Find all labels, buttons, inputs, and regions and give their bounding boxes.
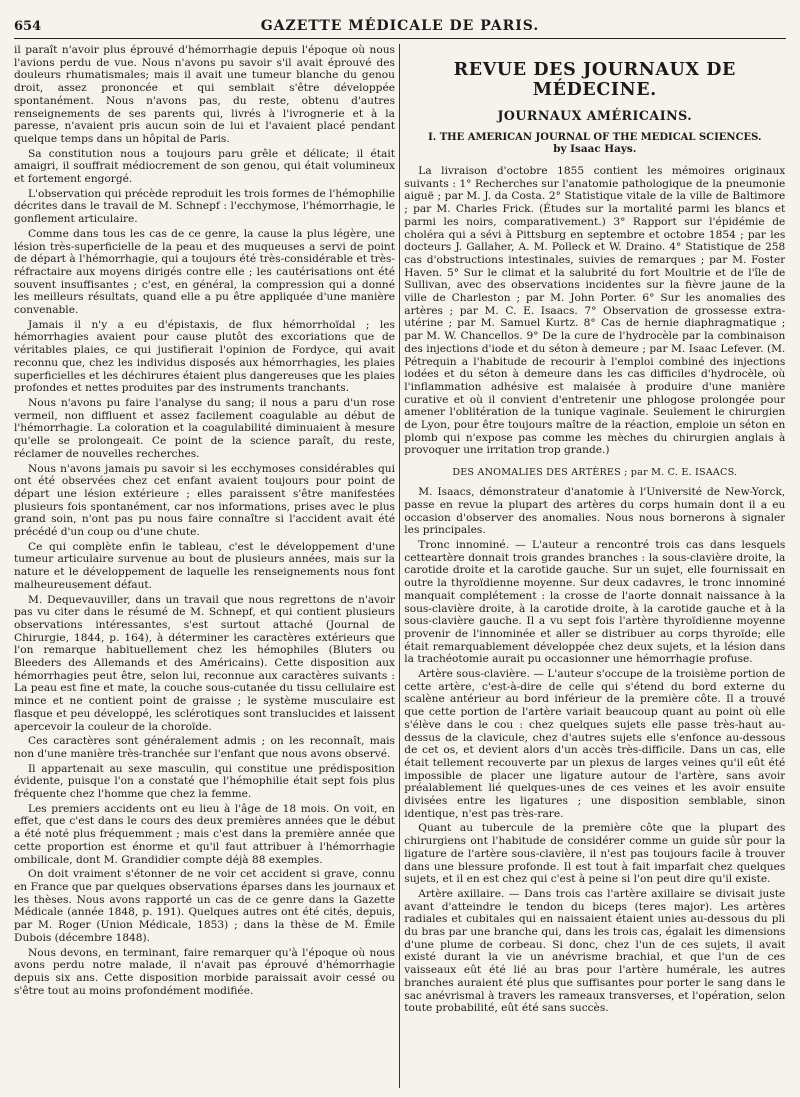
- journal-title: GAZETTE MÉDICALE DE PARIS.: [260, 18, 540, 34]
- left-paragraph: On doit vraiment s'étonner de ne voir cet accident si grave, connu en France que par quelques observations éparses dans les journaux et les thèses. Nous avons rapporté un cas de ce genre dans la Gazette Médicale (année 1848, p. 191). Quelques autres ont été cités, depuis, par M. Roger (Union Médicale, 1853) ; dans la thèse de M. Émile Dubois (décembre 1848).: [14, 868, 395, 944]
- subsection-heading: DES ANOMALIES DES ARTÈRES ; par M. C. E. ISAACS.: [452, 467, 738, 479]
- intro-paragraph: La livraison d'octobre 1855 contient les mémoires originaux suivants : 1° Recherches sur l'anatomie pathologique de la pneumonie aiguë ; par M. J. da Costa. 2° Statistique vitale de la ville de Baltimore ; par M. Charles Frick. (Études sur la mortalité parmi les blancs et parmi les noirs, comparativement.) 3° Rapport sur l'épidémie de choléra qui a sévi à Pittsburg en septembre et octobre 1854 ; par les docteurs J. Gallaher, A. M. Polleck et W. Draino. 4° Statistique de 258 cas d'obstructions intestinales, suivies de remarques ; par M. Foster Haven. 5° Sur le climat et la salubrité du fort Moultrie et de l'île de Sullivan, avec des observations incidentes sur la fièvre jaune de la ville de Charleston ; par M. John Porter. 6° Sur les anomalies des artères ; par M. C. E. Isaacs. 7° Observation de grossesse extra-utérine ; par M. Samuel Kurtz. 8° Cas de hernie diaphragmatique ; par M. W. Chancellos. 9° De la cure de l'hydrocèle par la combinaison des injections d'iode et du séton à demeure ; par M. Isaac Lefever. (M. Pétrequin a l'habitude de recourir à l'emploi combiné des injections iodées et du séton à demeure dans les cas difficiles d'hydrocèle, où l'inflammation adhésive est malaisée à produire d'une manière curative et où il convient d'entretenir une phlogose prolongée pour amener l'oblitération de la tunique vaginale. Seulement le chirurgien de Lyon, pour être toujours maître de la réaction, emploie un séton en plomb qui n'expose pas comme les mèches du chirurgien anglais à provoquer une irritation trop grande.): [404, 165, 786, 457]
- right-paragraph: Artère sous-clavière. — L'auteur s'occupe de la troisième portion de cette artère, c'est-à-dire de celle qui s'étend du bord externe du scalène antérieur au bord inférieur de la première côte. Il a trouvé que cette portion de l'artère variait beaucoup quant au point où elle s'élève dans le cou : chez quelques sujets elle passe très-haut au-dessus de la clavicule, chez d'autres sujets elle s'enfonce au-dessous de cet os, et devient alors d'un accès très-difficile. Dans un cas, elle était tellement recouverte par un plexus de larges veines qu'il eût été impossible de placer une ligature autour de l'artère, sans avoir préalablement lié quelques-unes de ces veines et les avoir ensuite divisées entre les ligatures ; une disposition semblable, sinon identique, n'est pas très-rare.: [404, 668, 786, 820]
- right-paragraph: Quant au tubercule de la première côte que la plupart des chirurgiens ont l'habitude de considérer comme un guide sûr pour la ligature de l'artère sous-clavière, il n'est pas toujours facile à trouver dans une blessure profonde. Il est tout à fait imparfait chez quelques sujets, et il en est chez qui c'est à peine si l'on peut dire qu'il existe.: [404, 822, 786, 886]
- right-paragraph: Artère axillaire. — Dans trois cas l'artère axillaire se divisait juste avant d'atteindre le tendon du biceps (teres major). Les artères radiales et cubitales qui en naissaient étaient unies au-dessous du pli du bras par une branche qui, dans les trois cas, égalait les dimensions d'une plume de corbeau. Si donc, chez l'un de ces sujets, il avait existé durant la vie un anévrisme brachial, et que l'un de ces vaisseaux eût été lié au bras pour l'artère humérale, les autres branches auraient été plus que suffisantes pour porter le sang dans le sac anévrismal à travers les rameaux transverses, et l'opération, selon toute probabilité, eût été sans succès.: [404, 887, 786, 1015]
- right-paragraph: Tronc innominé. — L'auteur a rencontré trois cas dans lesquels cetteartère donnait trois grandes branches : la sous-clavière droite, la carotide droite et la carotide gauche. Sur un sujet, elle fournissait en outre la thyroïdienne moyenne. Sur deux cadavres, le tronc innominé manquait complétement : la crosse de l'aorte donnait naissance à la sous-clavière droite, à la carotide droite, à la carotide gauche et à la sous-clavière gauche. Il a vu sept fois l'artère thyroïdienne moyenne provenir de l'innominée et aller se distribuer au corps thyroïde; elle était remarquablement développée chez deux sujets, et la lésion dans la trachéotomie aurait pu occasionner une hémorrhagie profuse.: [404, 538, 786, 666]
- article-author: by Isaac Hays.: [553, 143, 637, 155]
- left-paragraph: Ces caractères sont généralement admis ; on les reconnaît, mais non d'une manière très-tranchée sur l'enfant que nous avons observé.: [14, 735, 395, 760]
- left-paragraph: Nous devons, en terminant, faire remarquer qu'à l'époque où nous avons perdu notre malade, il n'avait pas éprouvé d'hémorrhagie depuis six ans. Cette disposition morbide paraissait avoir cessé ou s'être tout au moins profondément modifiée.: [14, 946, 395, 997]
- article-title: I. THE AMERICAN JOURNAL OF THE MEDICAL SCIENCES.: [428, 132, 762, 143]
- left-column: [14, 44, 395, 1088]
- subsection-title: JOURNAUX AMÉRICAINS.: [497, 108, 693, 123]
- left-paragraph: Les premiers accidents ont eu lieu à l'âge de 18 mois. On voit, en effet, que c'est dans le cours des deux premières années que le début a été noté plus fréquemment ; mais c'est dans la première année que cette proportion est énorme et qu'il faut attribuer à l'hémorrhagie ombilicale, dont M. Grandidier compte déjà 88 exemples.: [14, 802, 395, 866]
- page-header: [14, 12, 786, 39]
- right-column: [404, 44, 785, 1088]
- left-paragraph: Jamais il n'y a eu d'épistaxis, de flux hémorrhoïdal ; les hémorrhagies avaient pour cause plutôt des excoriations que de véritables plaies, ce qui justifierait l'opinion de Fordyce, qui avait reconnu que, chez les individus disposés aux hémorrhagies, les plaies superficielles et les déchirures étaient plus dangereuses que les plaies profondes et nettes produites par des instruments tranchants.: [14, 318, 395, 395]
- left-paragraph: Comme dans tous les cas de ce genre, la cause la plus légère, une lésion très-superficielle de la peau et des muqueuses a servi de point de départ à l'hémorrhagie, qui a toujours été très-considérable et très-réfractaire aux moyens dirigés contre elle ; les cautérisations ont été souvent insuffisantes ; c'est, en général, la compression qui a donné les meilleurs résultats, quand elle a pu être appliquée d'une manière convenable.: [14, 227, 395, 317]
- left-paragraph: L'observation qui précède reproduit les trois formes de l'hémophilie décrites dans le travail de M. Schnepf : l'ecchymose, l'hémorrhagie, le gonflement articulaire.: [14, 187, 395, 226]
- left-paragraph: Il appartenait au sexe masculin, qui constitue une prédisposition évidente, puisque l'on a constaté que l'hémophilie était sept fois plus fréquente chez l'homme que chez la femme.: [14, 762, 395, 801]
- right-paragraph: M. Isaacs, démonstrateur d'anatomie à l'Université de New-Yorck, passe en revue la plupart des artères du corps humain dont il a eu occasion d'observer des anomalies. Nous nous bornerons à signaler les principales.: [404, 486, 786, 537]
- section-title: REVUE DES JOURNAUX DE MÉDECINE.: [453, 60, 736, 100]
- column-divider: [399, 44, 400, 1088]
- page-number: 654: [14, 19, 42, 34]
- left-paragraph: Ce qui complète enfin le tableau, c'est le développement d'une tumeur articulaire survenue au bout de plusieurs années, mais sur la nature et le développement de laquelle les renseignements nous font malheureusement défaut.: [14, 540, 395, 591]
- left-paragraph: Sa constitution nous a toujours paru grêle et délicate; il était amaigri, il souffrait médiocrement de son genou, qui était volumineux et fortement engorgé.: [14, 147, 395, 186]
- left-paragraph: M. Dequevauviller, dans un travail que nous regrettons de n'avoir pas vu citer dans le résumé de M. Schnepf, et qui contient plusieurs observations intéressantes, s'est surtout attaché (Journal de Chirurgie, 1844, p. 164), à déterminer les caractères extérieurs que l'on remarque habituellement chez les hémophiles (Bluters ou Bleeders des Allemands et des Américains). Cette disposition aux hémorrhagies peut être, selon lui, reconnue aux caractères suivants : La peau est fine et mate, la couche sous-cutanée du tissu cellulaire est mince et ne contient point de graisse ; le système musculaire est flasque et peu développé, les sclérotiques sont translucides et laissent apercevoir la couleur de la choroïde.: [14, 593, 395, 733]
- two-column-body: [14, 44, 786, 1088]
- newspaper-page: [14, 12, 786, 1088]
- left-paragraph: Nous n'avons pu faire l'analyse du sang; il nous a paru d'un rose vermeil, non diffluent et assez facilement coagulable au début de l'hémorrhagie. La coloration et la coagulabilité diminuaient à mesure qu'elle se prolongeait. Ce point de la science paraît, du reste, réclamer de nouvelles recherches.: [14, 396, 395, 460]
- left-paragraph: Nous n'avons jamais pu savoir si les ecchymoses considérables qui ont été observées chez cet enfant avaient toujours pour point de départ une lésion extérieure ; elles paraissent s'être manifestées plusieurs fois spontanément, car nos informations, prises avec le plus grand soin, n'ont pas pu nous faire connaître si l'accident avait été précédé d'un coup ou d'une chute.: [14, 462, 395, 539]
- left-paragraph: il paraît n'avoir plus éprouvé d'hémorrhagie depuis l'époque où nous l'avions perdu de vue. Nous n'avons pu savoir s'il avait éprouvé des douleurs rhumatismales; mais il avait une tumeur blanche du genou droit, assez prononcée et qui semblait s'être développée spontanément. Nous n'avons pas, du reste, obtenu d'autres renseignements de ses parents qui, livrés à l'ivrognerie et à la paresse, n'avaient pris aucun soin de lui et l'avaient placé pendant quelque temps dans un hôpital de Paris.: [14, 44, 395, 145]
